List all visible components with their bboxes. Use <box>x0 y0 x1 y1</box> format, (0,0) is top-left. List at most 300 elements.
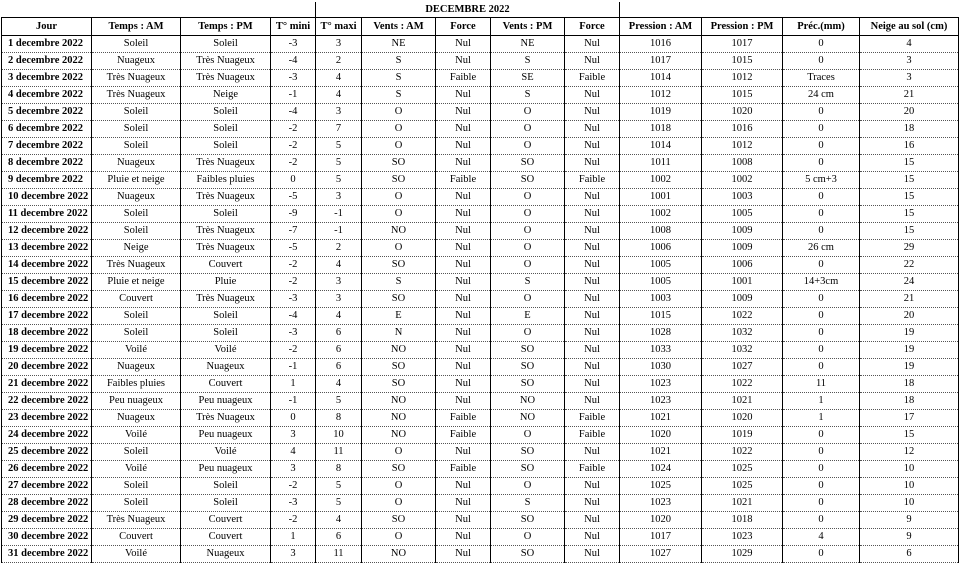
table-cell: SO <box>362 376 436 393</box>
table-cell: 4 <box>860 36 959 53</box>
table-cell: -2 <box>271 138 316 155</box>
table-cell: -4 <box>271 308 316 325</box>
table-cell: 1022 <box>702 376 783 393</box>
table-cell: Faible <box>565 410 620 427</box>
table-cell: 4 <box>316 308 362 325</box>
table-cell: Nul <box>565 87 620 104</box>
table-cell: 0 <box>783 342 860 359</box>
table-cell: 1002 <box>620 206 702 223</box>
table-row <box>2 291 959 308</box>
table-cell: 15 <box>860 172 959 189</box>
table-row <box>2 240 959 257</box>
table-cell: 19 <box>860 342 959 359</box>
table-cell: 15 <box>860 155 959 172</box>
table-row <box>2 308 959 325</box>
table-cell: Faible <box>436 427 491 444</box>
table-cell: 4 <box>316 257 362 274</box>
table-cell: 1024 <box>620 461 702 478</box>
table-cell: 1020 <box>620 512 702 529</box>
table-cell: E <box>491 308 565 325</box>
day-cell: 3 decembre 2022 <box>2 70 92 87</box>
column-header: Temps : AM <box>92 18 181 36</box>
table-cell: -4 <box>271 104 316 121</box>
table-cell: Pluie <box>181 274 271 291</box>
table-cell: S <box>491 274 565 291</box>
table-cell: 1019 <box>702 427 783 444</box>
table-cell: 26 cm <box>783 240 860 257</box>
table-cell: O <box>491 104 565 121</box>
table-cell: 6 <box>316 359 362 376</box>
table-cell: Nul <box>565 291 620 308</box>
table-row <box>2 546 959 563</box>
day-cell: 21 decembre 2022 <box>2 376 92 393</box>
table-cell: 1015 <box>702 87 783 104</box>
table-cell: 1016 <box>620 36 702 53</box>
table-cell: -2 <box>271 512 316 529</box>
table-cell: Nul <box>565 223 620 240</box>
table-cell: Nul <box>565 478 620 495</box>
day-cell: 1 decembre 2022 <box>2 36 92 53</box>
table-cell: 1006 <box>620 240 702 257</box>
table-row <box>2 53 959 70</box>
table-cell: 1029 <box>702 546 783 563</box>
table-cell: Faible <box>436 410 491 427</box>
table-cell: Soleil <box>181 36 271 53</box>
table-cell: E <box>362 308 436 325</box>
table-cell: O <box>491 223 565 240</box>
table-cell: 1003 <box>702 189 783 206</box>
table-cell: SO <box>491 512 565 529</box>
table-cell: 15 <box>860 189 959 206</box>
table-cell: 17 <box>860 410 959 427</box>
table-cell: Nul <box>565 393 620 410</box>
table-cell: -1 <box>316 223 362 240</box>
day-cell: 5 decembre 2022 <box>2 104 92 121</box>
table-cell: 1023 <box>620 376 702 393</box>
table-cell: 16 <box>860 138 959 155</box>
table-cell: Nuageux <box>92 53 181 70</box>
table-cell: 19 <box>860 325 959 342</box>
table-cell: O <box>491 529 565 546</box>
table-cell: Traces <box>783 70 860 87</box>
table-cell: O <box>491 257 565 274</box>
table-cell: Nul <box>436 138 491 155</box>
table-cell: Nul <box>436 257 491 274</box>
table-cell: Nul <box>565 546 620 563</box>
table-cell: 5 <box>316 495 362 512</box>
table-cell: S <box>362 53 436 70</box>
table-cell: Nul <box>565 512 620 529</box>
table-cell: Nul <box>436 342 491 359</box>
table-cell: Nul <box>565 189 620 206</box>
table-row <box>2 206 959 223</box>
table-cell: Nul <box>436 121 491 138</box>
table-cell: Soleil <box>181 308 271 325</box>
table-cell: 0 <box>783 461 860 478</box>
table-cell: 20 <box>860 308 959 325</box>
table-cell: Nul <box>565 529 620 546</box>
table-cell: 18 <box>860 376 959 393</box>
table-cell: 3 <box>860 70 959 87</box>
table-row <box>2 104 959 121</box>
table-row <box>2 393 959 410</box>
table-cell: Peu nuageux <box>181 393 271 410</box>
table-row <box>2 155 959 172</box>
table-cell: 3 <box>316 36 362 53</box>
table-cell: 14+3cm <box>783 274 860 291</box>
table-cell: -2 <box>271 274 316 291</box>
table-cell: -3 <box>271 325 316 342</box>
table-cell: 1021 <box>620 410 702 427</box>
table-row <box>2 342 959 359</box>
table-row <box>2 427 959 444</box>
table-cell: Couvert <box>92 529 181 546</box>
table-cell: NO <box>362 546 436 563</box>
table-cell: 3 <box>860 53 959 70</box>
table-cell: O <box>491 189 565 206</box>
day-cell: 8 decembre 2022 <box>2 155 92 172</box>
column-header: T° mini <box>271 18 316 36</box>
table-cell: Nul <box>565 325 620 342</box>
table-cell: Nul <box>436 359 491 376</box>
column-header: Vents : AM <box>362 18 436 36</box>
table-cell: 1 <box>783 393 860 410</box>
table-row <box>2 87 959 104</box>
day-cell: 4 decembre 2022 <box>2 87 92 104</box>
table-cell: 6 <box>316 342 362 359</box>
table-cell: 0 <box>783 359 860 376</box>
table-cell: 24 cm <box>783 87 860 104</box>
table-cell: O <box>491 206 565 223</box>
table-cell: O <box>491 121 565 138</box>
table-cell: S <box>362 70 436 87</box>
table-cell: Très Nuageux <box>181 155 271 172</box>
table-cell: 1012 <box>620 87 702 104</box>
table-cell: SO <box>362 291 436 308</box>
table-cell: 1012 <box>702 138 783 155</box>
table-cell: 15 <box>860 223 959 240</box>
table-body <box>2 36 959 563</box>
table-cell: 4 <box>783 529 860 546</box>
table-cell: 1 <box>783 410 860 427</box>
table-cell: Soleil <box>92 138 181 155</box>
table-cell: 0 <box>783 104 860 121</box>
table-cell: Soleil <box>92 495 181 512</box>
table-cell: Nul <box>436 308 491 325</box>
table-cell: Peu nuageux <box>181 427 271 444</box>
table-cell: Faible <box>436 172 491 189</box>
table-cell: 1030 <box>620 359 702 376</box>
table-row <box>2 512 959 529</box>
table-cell: 1020 <box>702 104 783 121</box>
table-row <box>2 70 959 87</box>
table-cell: -2 <box>271 478 316 495</box>
table-cell: 0 <box>783 223 860 240</box>
table-cell: 1021 <box>620 444 702 461</box>
table-cell: 15 <box>860 206 959 223</box>
table-cell: Très Nuageux <box>92 87 181 104</box>
table-cell: 0 <box>783 546 860 563</box>
table-row <box>2 121 959 138</box>
table-cell: 1017 <box>702 36 783 53</box>
table-cell: O <box>362 138 436 155</box>
table-cell: Très Nuageux <box>181 53 271 70</box>
table-cell: Faibles pluies <box>92 376 181 393</box>
table-cell: Couvert <box>181 257 271 274</box>
table-cell: 8 <box>316 461 362 478</box>
table-cell: Nuageux <box>92 359 181 376</box>
table-row <box>2 410 959 427</box>
table-cell: Nul <box>565 104 620 121</box>
table-cell: 0 <box>783 291 860 308</box>
table-cell: Nul <box>436 53 491 70</box>
table-cell: SO <box>491 155 565 172</box>
table-cell: 0 <box>783 206 860 223</box>
table-row <box>2 223 959 240</box>
table-row <box>2 461 959 478</box>
table-cell: -5 <box>271 240 316 257</box>
table-cell: 6 <box>316 529 362 546</box>
table-cell: Nul <box>565 155 620 172</box>
table-cell: S <box>491 87 565 104</box>
table-cell: 1008 <box>702 155 783 172</box>
table-cell: Soleil <box>181 104 271 121</box>
table-cell: 19 <box>860 359 959 376</box>
table-cell: Nul <box>436 529 491 546</box>
table-cell: Soleil <box>92 325 181 342</box>
table-cell: Nul <box>436 376 491 393</box>
table-cell: S <box>362 274 436 291</box>
table-cell: 1025 <box>702 461 783 478</box>
table-cell: O <box>362 189 436 206</box>
table-cell: Neige <box>92 240 181 257</box>
table-cell: 1033 <box>620 342 702 359</box>
table-cell: 10 <box>860 478 959 495</box>
table-cell: Soleil <box>181 495 271 512</box>
table-cell: 0 <box>783 53 860 70</box>
table-cell: Nul <box>565 36 620 53</box>
table-cell: Voilé <box>92 342 181 359</box>
table-cell: 1014 <box>620 138 702 155</box>
table-cell: 18 <box>860 121 959 138</box>
table-cell: 1027 <box>620 546 702 563</box>
table-cell: 5 <box>316 172 362 189</box>
weather-table <box>1 2 959 563</box>
table-cell: 3 <box>316 104 362 121</box>
table-cell: -5 <box>271 189 316 206</box>
table-cell: 3 <box>271 546 316 563</box>
table-row <box>2 495 959 512</box>
table-cell: NO <box>362 223 436 240</box>
table-cell: 1001 <box>702 274 783 291</box>
day-cell: 15 decembre 2022 <box>2 274 92 291</box>
table-cell: SO <box>362 172 436 189</box>
table-cell: 4 <box>316 512 362 529</box>
table-cell: SO <box>491 359 565 376</box>
column-header: Pression : PM <box>702 18 783 36</box>
table-cell: Nul <box>436 393 491 410</box>
table-cell: Couvert <box>181 529 271 546</box>
column-header: Neige au sol (cm) <box>860 18 959 36</box>
day-cell: 7 decembre 2022 <box>2 138 92 155</box>
day-cell: 19 decembre 2022 <box>2 342 92 359</box>
table-cell: Très Nuageux <box>181 410 271 427</box>
table-cell: 5 <box>316 138 362 155</box>
table-cell: SO <box>491 172 565 189</box>
table-row <box>2 444 959 461</box>
table-cell: Couvert <box>92 291 181 308</box>
table-cell: Voilé <box>92 427 181 444</box>
table-cell: Soleil <box>92 308 181 325</box>
table-cell: Faible <box>565 461 620 478</box>
table-cell: 11 <box>316 444 362 461</box>
table-cell: 0 <box>783 155 860 172</box>
table-cell: SO <box>491 376 565 393</box>
day-cell: 31 decembre 2022 <box>2 546 92 563</box>
table-cell: Très Nuageux <box>92 257 181 274</box>
table-cell: Nul <box>436 495 491 512</box>
table-cell: NO <box>362 410 436 427</box>
table-cell: 18 <box>860 393 959 410</box>
table-cell: SO <box>362 512 436 529</box>
table-cell: 1025 <box>620 478 702 495</box>
table-cell: Nul <box>565 359 620 376</box>
table-cell: 1 <box>271 376 316 393</box>
table-cell: 0 <box>783 512 860 529</box>
table-cell: 0 <box>783 36 860 53</box>
table-cell: NE <box>491 36 565 53</box>
table-cell: 5 <box>316 478 362 495</box>
table-cell: Nul <box>565 342 620 359</box>
table-cell: Nul <box>436 444 491 461</box>
table-cell: -2 <box>271 257 316 274</box>
table-cell: 1015 <box>702 53 783 70</box>
table-cell: 6 <box>860 546 959 563</box>
table-row <box>2 529 959 546</box>
table-cell: Nul <box>436 478 491 495</box>
table-cell: 3 <box>271 461 316 478</box>
column-header-row <box>2 18 959 36</box>
day-cell: 14 decembre 2022 <box>2 257 92 274</box>
table-cell: Soleil <box>92 104 181 121</box>
table-cell: Soleil <box>92 121 181 138</box>
table-cell: NO <box>491 393 565 410</box>
table-cell: 0 <box>783 121 860 138</box>
day-cell: 10 decembre 2022 <box>2 189 92 206</box>
table-cell: 1005 <box>620 257 702 274</box>
table-cell: 21 <box>860 291 959 308</box>
table-cell: Nul <box>436 274 491 291</box>
table-cell: 11 <box>316 546 362 563</box>
table-cell: Nul <box>565 138 620 155</box>
table-cell: O <box>362 206 436 223</box>
table-cell: Soleil <box>92 206 181 223</box>
day-cell: 6 decembre 2022 <box>2 121 92 138</box>
table-cell: Nuageux <box>92 189 181 206</box>
table-cell: O <box>491 427 565 444</box>
table-row <box>2 325 959 342</box>
table-cell: Nul <box>436 36 491 53</box>
table-cell: 1018 <box>702 512 783 529</box>
table-cell: 0 <box>783 325 860 342</box>
table-cell: 1021 <box>702 393 783 410</box>
table-cell: 0 <box>783 257 860 274</box>
table-cell: 29 <box>860 240 959 257</box>
table-cell: 1018 <box>620 121 702 138</box>
day-cell: 23 decembre 2022 <box>2 410 92 427</box>
table-cell: 1020 <box>620 427 702 444</box>
table-cell: 1023 <box>620 393 702 410</box>
table-cell: Peu nuageux <box>92 393 181 410</box>
table-row <box>2 189 959 206</box>
table-cell: Très Nuageux <box>181 240 271 257</box>
table-cell: 3 <box>316 274 362 291</box>
table-cell: -9 <box>271 206 316 223</box>
table-cell: Très Nuageux <box>92 70 181 87</box>
table-cell: 1009 <box>702 223 783 240</box>
table-cell: -1 <box>316 206 362 223</box>
table-cell: -3 <box>271 495 316 512</box>
table-cell: SO <box>362 155 436 172</box>
table-cell: -3 <box>271 70 316 87</box>
table-cell: 20 <box>860 104 959 121</box>
day-cell: 29 decembre 2022 <box>2 512 92 529</box>
table-cell: 1005 <box>620 274 702 291</box>
table-cell: Nul <box>436 87 491 104</box>
table-cell: Nul <box>436 155 491 172</box>
table-cell: 0 <box>783 138 860 155</box>
table-cell: 24 <box>860 274 959 291</box>
table-cell: 21 <box>860 87 959 104</box>
table-cell: Nul <box>565 206 620 223</box>
day-cell: 11 decembre 2022 <box>2 206 92 223</box>
table-cell: 0 <box>271 172 316 189</box>
table-cell: 2 <box>316 53 362 70</box>
day-cell: 28 decembre 2022 <box>2 495 92 512</box>
table-cell: 10 <box>860 495 959 512</box>
day-cell: 9 decembre 2022 <box>2 172 92 189</box>
table-cell: Voilé <box>92 461 181 478</box>
table-cell: Nul <box>436 223 491 240</box>
day-cell: 17 decembre 2022 <box>2 308 92 325</box>
table-cell: Nul <box>565 121 620 138</box>
table-cell: Peu nuageux <box>181 461 271 478</box>
table-cell: 1032 <box>702 325 783 342</box>
table-cell: 1021 <box>702 495 783 512</box>
table-cell: 1023 <box>702 529 783 546</box>
column-header: Vents : PM <box>491 18 565 36</box>
table-cell: 1011 <box>620 155 702 172</box>
table-cell: 4 <box>316 376 362 393</box>
table-cell: 1016 <box>702 121 783 138</box>
table-cell: NO <box>362 342 436 359</box>
table-cell: Neige <box>181 87 271 104</box>
day-cell: 13 decembre 2022 <box>2 240 92 257</box>
table-cell: SO <box>491 444 565 461</box>
table-cell: SO <box>362 257 436 274</box>
table-cell: Nul <box>436 291 491 308</box>
table-cell: 4 <box>316 70 362 87</box>
table-cell: 1009 <box>702 240 783 257</box>
table-cell: Soleil <box>92 36 181 53</box>
table-cell: Nuageux <box>92 155 181 172</box>
table-cell: 1025 <box>702 478 783 495</box>
table-cell: Nul <box>565 495 620 512</box>
table-cell: S <box>362 87 436 104</box>
table-cell: Soleil <box>181 478 271 495</box>
table-cell: Nuageux <box>181 359 271 376</box>
table-cell: 1017 <box>620 53 702 70</box>
